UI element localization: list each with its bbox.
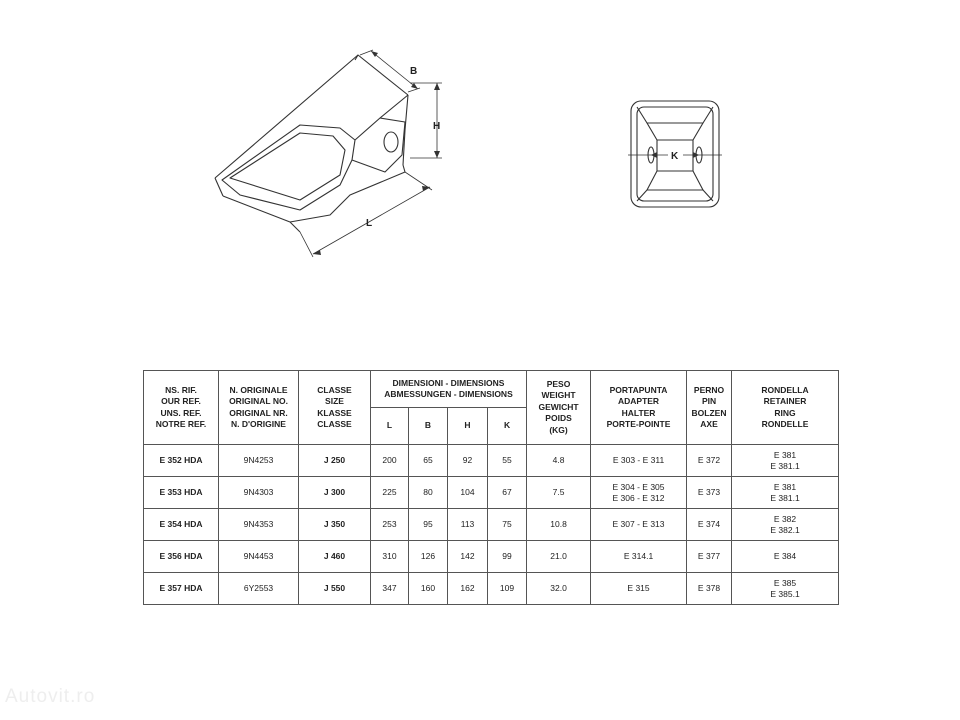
dimension-label-k: K xyxy=(671,151,679,162)
cell-l: 225 xyxy=(371,477,409,509)
header-retainer: RONDELLA RETAINER RING RONDELLE xyxy=(732,371,839,445)
cell-original: 9N4453 xyxy=(219,541,299,573)
header-dimensions: DIMENSIONI - DIMENSIONS ABMESSUNGEN - DIMENSIONS xyxy=(371,371,527,408)
cell-class: J 300 xyxy=(299,477,371,509)
cell-h: 92 xyxy=(448,445,488,477)
cell-b: 126 xyxy=(409,541,448,573)
cell-k: 99 xyxy=(488,541,527,573)
dimension-label-l: L xyxy=(366,218,373,229)
cell-weight: 7.5 xyxy=(527,477,591,509)
table-row xyxy=(144,445,839,477)
cell-original: 9N4303 xyxy=(219,477,299,509)
cell-class: J 550 xyxy=(299,573,371,605)
cell-weight: 10.8 xyxy=(527,509,591,541)
cell-ref: E 354 HDA xyxy=(144,509,219,541)
cell-h: 142 xyxy=(448,541,488,573)
cell-adapter: E 315 xyxy=(591,573,687,605)
cell-pin: E 372 xyxy=(687,445,732,477)
cell-retainer: E 381 E 381.1 xyxy=(732,477,839,509)
cell-pin: E 374 xyxy=(687,509,732,541)
spec-table xyxy=(143,370,839,605)
cell-pin: E 378 xyxy=(687,573,732,605)
cell-l: 200 xyxy=(371,445,409,477)
cell-adapter: E 303 - E 311 xyxy=(591,445,687,477)
header-adapter: PORTAPUNTA ADAPTER HALTER PORTE-POINTE xyxy=(591,371,687,445)
tooth-section-drawing xyxy=(625,95,725,215)
header-dim-b: B xyxy=(409,408,448,445)
cell-pin: E 373 xyxy=(687,477,732,509)
header-dim-h: H xyxy=(448,408,488,445)
cell-weight: 21.0 xyxy=(527,541,591,573)
cell-adapter: E 307 - E 313 xyxy=(591,509,687,541)
header-original-no: N. ORIGINALE ORIGINAL NO. ORIGINAL NR. N. D'ORIGINE xyxy=(219,371,299,445)
cell-b: 80 xyxy=(409,477,448,509)
cell-ref: E 353 HDA xyxy=(144,477,219,509)
table-row xyxy=(144,477,839,509)
tooth-side-drawing xyxy=(205,45,455,270)
cell-retainer: E 385 E 385.1 xyxy=(732,573,839,605)
cell-retainer: E 381 E 381.1 xyxy=(732,445,839,477)
cell-l: 347 xyxy=(371,573,409,605)
cell-ref: E 356 HDA xyxy=(144,541,219,573)
cell-class: J 350 xyxy=(299,509,371,541)
cell-original: 9N4253 xyxy=(219,445,299,477)
cell-weight: 4.8 xyxy=(527,445,591,477)
cell-k: 75 xyxy=(488,509,527,541)
cell-b: 160 xyxy=(409,573,448,605)
cell-ref: E 352 HDA xyxy=(144,445,219,477)
cell-k: 109 xyxy=(488,573,527,605)
cell-pin: E 377 xyxy=(687,541,732,573)
cell-original: 6Y2553 xyxy=(219,573,299,605)
header-pin: PERNO PIN BOLZEN AXE xyxy=(687,371,732,445)
cell-retainer: E 384 xyxy=(732,541,839,573)
watermark: Autovit.ro xyxy=(5,686,96,707)
header-dim-k: K xyxy=(488,408,527,445)
cell-class: J 460 xyxy=(299,541,371,573)
cell-k: 55 xyxy=(488,445,527,477)
cell-b: 65 xyxy=(409,445,448,477)
cell-b: 95 xyxy=(409,509,448,541)
cell-adapter: E 314.1 xyxy=(591,541,687,573)
cell-weight: 32.0 xyxy=(527,573,591,605)
table-row xyxy=(144,573,839,605)
cell-k: 67 xyxy=(488,477,527,509)
cell-class: J 250 xyxy=(299,445,371,477)
cell-ref: E 357 HDA xyxy=(144,573,219,605)
cell-h: 113 xyxy=(448,509,488,541)
cell-adapter: E 304 - E 305 E 306 - E 312 xyxy=(591,477,687,509)
cell-retainer: E 382 E 382.1 xyxy=(732,509,839,541)
header-weight: PESO WEIGHT GEWICHT POIDS (KG) xyxy=(527,371,591,445)
cell-h: 104 xyxy=(448,477,488,509)
cell-original: 9N4353 xyxy=(219,509,299,541)
table-row xyxy=(144,541,839,573)
header-size-class: CLASSE SIZE KLASSE CLASSE xyxy=(299,371,371,445)
cell-l: 253 xyxy=(371,509,409,541)
cell-h: 162 xyxy=(448,573,488,605)
cell-l: 310 xyxy=(371,541,409,573)
header-our-ref: NS. RIF. OUR REF. UNS. REF. NOTRE REF. xyxy=(144,371,219,445)
dimension-label-h: H xyxy=(433,121,441,132)
table-body xyxy=(144,445,839,605)
header-dim-l: L xyxy=(371,408,409,445)
table-row xyxy=(144,509,839,541)
dimension-label-b: B xyxy=(410,66,418,77)
